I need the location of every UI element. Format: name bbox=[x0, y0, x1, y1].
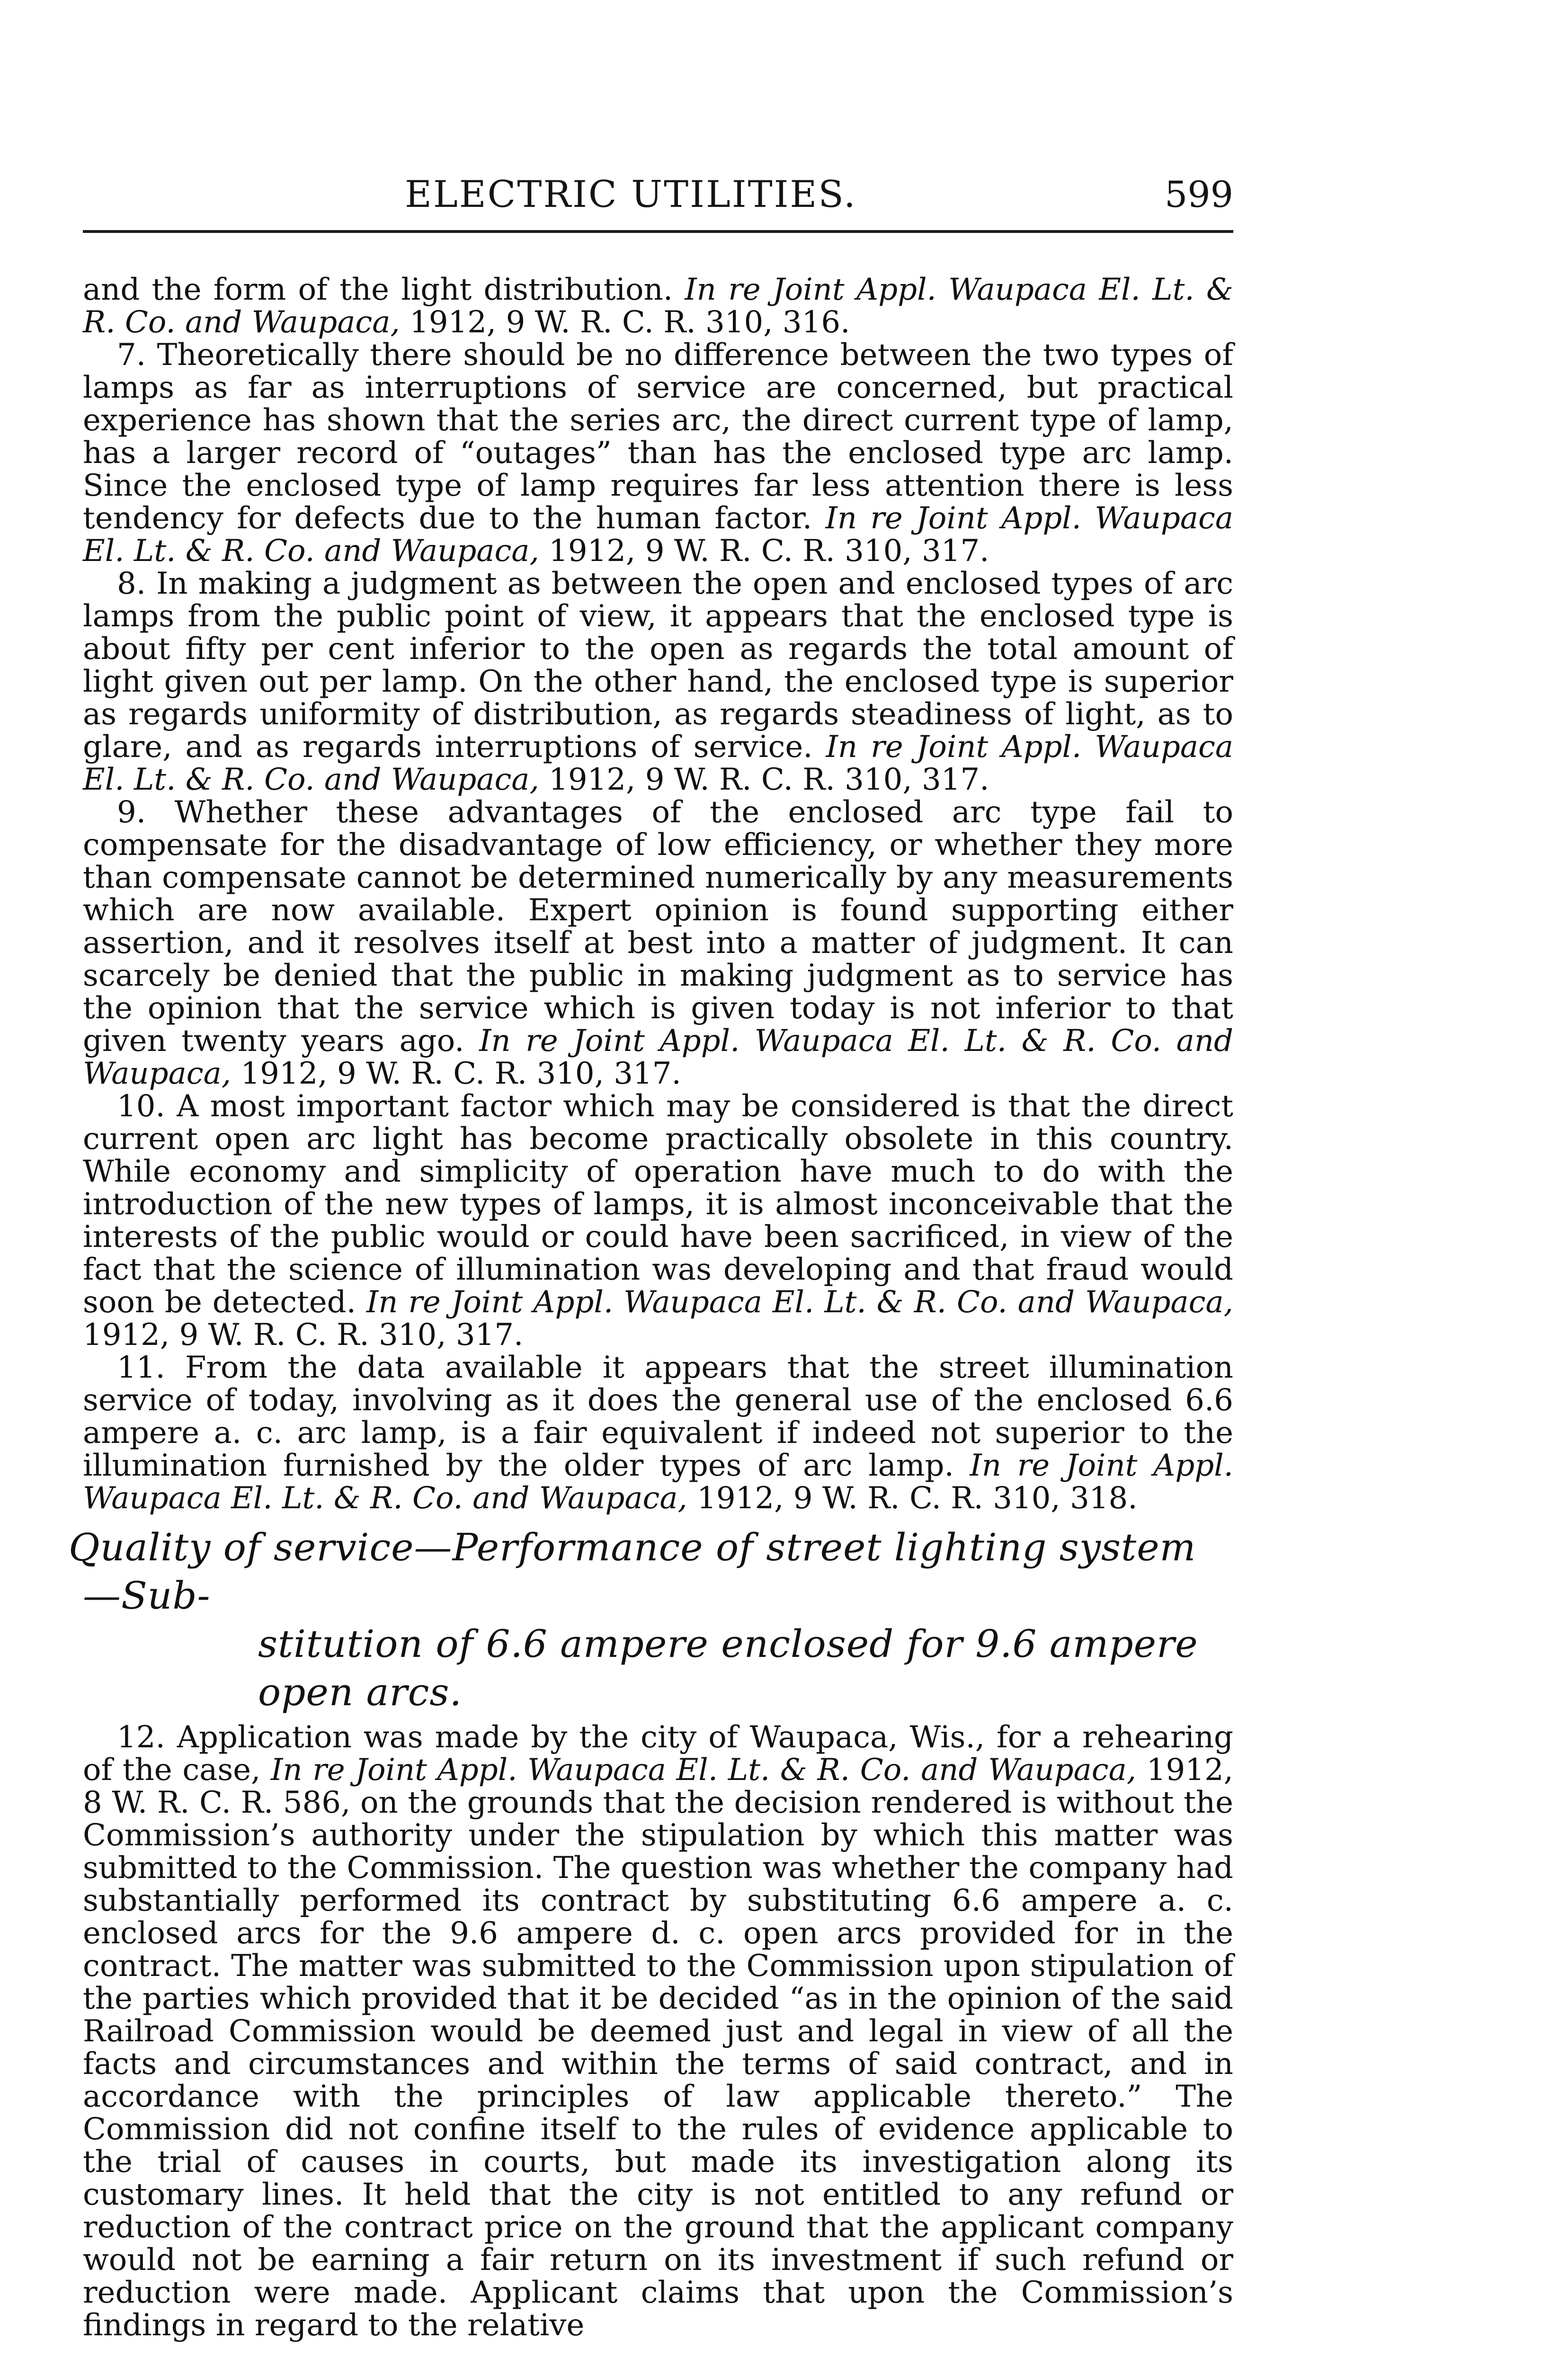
case-citation: In re Joint Appl. Waupaca El. Lt. & R. Co. and Waupaca, bbox=[83, 1023, 1234, 1091]
section-heading bbox=[69, 1523, 1233, 1717]
paragraph-6-continuation bbox=[83, 274, 1233, 339]
paragraph-text: 8. In making a judgment as between the open and enclosed types of arc lamps from the public point of view, it appears that the enclosed type is about fifty per cent inferior to the open as regards the total amount of light given out per lamp. On the other hand, the enclosed type is superior as regards uniformity of distribution, as regards steadiness of light, as to glare, and as regards interruptions of service. bbox=[83, 566, 1233, 765]
paragraph-text: 1912, 8 W. R. C. R. 586, on the grounds that the decision rendered is without the Commission’s authority under the stipulation by which this matter was submitted to the Commission. The question was whether the company had substantially performed its contract by substituting 6.6 ampere a. c. enclosed arcs for the 9.6 ampere d. c. open arcs provided for in the contract. The matter was submitted to the Commission upon stipulation of the parties which provided that it be decided “as in the opinion of the said Railroad Commission would be deemed just and legal in view of all the facts and circumstances and within the terms of said contract, and in accordance with the principles of law applicable thereto.” The Commission did not confine itself to the rules of evidence applicable to the trial of causes in courts, but made its investigation along its customary lines. It held that the city is not entitled to any refund or reduction of the contract price on the ground that the applicant company would not be earning a fair return on its investment if such refund or reduction were made. Applicant claims that upon the Commission’s findings in regard to the relative bbox=[83, 1753, 1234, 2343]
paragraph-text: 7. Theoretically there should be no difference between the two types of lamps as far as interruptions of service are concerned, but practical experience has shown that the series arc, the direct current type of lamp, has a larger record of “outages” than has the enclosed type arc lamp. Since the enclosed type of lamp requires far less attention there is less tendency for defects due to the human factor. bbox=[83, 338, 1233, 536]
running-title: ELECTRIC UTILITIES. bbox=[405, 173, 857, 216]
paragraph-8 bbox=[83, 568, 1233, 796]
paragraph-text: 9. Whether these advantages of the enclosed arc type fail to compensate for the disadvantage of low efficiency, or whether they more than compensate cannot be determined numerically by any measurements which are now available. Expert opinion is found supporting either assertion, and it resolves itself at best into a matter of judgment. It can scarcely be denied that the public in making judgment as to service has the opinion that the service which is given today is not inferior to that given twenty years ago. bbox=[83, 795, 1233, 1059]
case-citation: In re Joint Appl. Waupaca El. Lt. & R. Co. and Waupaca, bbox=[83, 501, 1234, 569]
page-number: 599 bbox=[1164, 173, 1233, 215]
case-citation: In re Joint Appl. Waupaca El. Lt. & R. Co. and Waupaca, bbox=[366, 1285, 1234, 1320]
case-citation: In re Joint Appl. Waupaca El. Lt. & R. Co. and Waupaca, bbox=[83, 730, 1233, 797]
paragraph-text: 10. A most important factor which may be considered is that the direct current open arc light has become practically obsolete in this country. While economy and simplicity of operation have much to do with the introduction of the new types of lamps, it is almost inconceivable that the interests of the public would or could have been sacrificed, in view of the fact that the science of illumination was developing and that fraud would soon be detected. bbox=[83, 1089, 1233, 1320]
page-header bbox=[83, 170, 1233, 222]
case-citation: In re Joint Appl. Waupaca El. Lt. & R. Co. and Waupaca, bbox=[271, 1753, 1137, 1788]
paragraph-12 bbox=[83, 1721, 1233, 2342]
citation-reporter: 1912, 9 W. R. C. R. 310, 316. bbox=[400, 305, 850, 340]
citation-reporter: 1912, 9 W. R. C. R. 310, 317. bbox=[231, 1056, 681, 1091]
paragraph-text: and the form of the light distribution. bbox=[83, 272, 685, 307]
paragraph-text: 11. From the data available it appears that the street illumination service of today, involving as it does the general use of the enclosed 6.6 ampere a. c. arc lamp, is a fair equivalent if indeed not superior to the illumination furnished by the older types of arc lamp. bbox=[83, 1350, 1233, 1483]
section-heading-line-2: stitution of 6.6 ampere enclosed for 9.6 ampere open arcs. bbox=[258, 1622, 1198, 1714]
page-body bbox=[69, 272, 1234, 2343]
citation-reporter: 1912, 9 W. R. C. R. 310, 317. bbox=[539, 762, 989, 797]
paragraph-text: 12. Application was made by the city of Waupaca, Wis., for a rehearing of the case, bbox=[83, 1720, 1233, 1788]
header-rule bbox=[83, 230, 1233, 233]
paragraph-11 bbox=[83, 1352, 1233, 1515]
paragraph-9 bbox=[83, 796, 1233, 1090]
paragraph-10 bbox=[83, 1090, 1233, 1352]
case-citation: In re Joint Appl. Waupaca El. Lt. & R. Co. and Waupaca, bbox=[83, 272, 1233, 340]
paragraph-7 bbox=[83, 339, 1233, 568]
section-heading-line-1: Quality of service—Performance of street lighting system—Sub- bbox=[69, 1525, 1196, 1618]
citation-reporter: 1912, 9 W. R. C. R. 310, 317. bbox=[539, 534, 989, 569]
citation-reporter: 1912, 9 W. R. C. R. 310, 317. bbox=[83, 1317, 524, 1353]
citation-reporter: 1912, 9 W. R. C. R. 310, 318. bbox=[687, 1481, 1138, 1516]
case-citation: In re Joint Appl. Waupaca El. Lt. & R. Co. and Waupaca, bbox=[83, 1448, 1234, 1516]
